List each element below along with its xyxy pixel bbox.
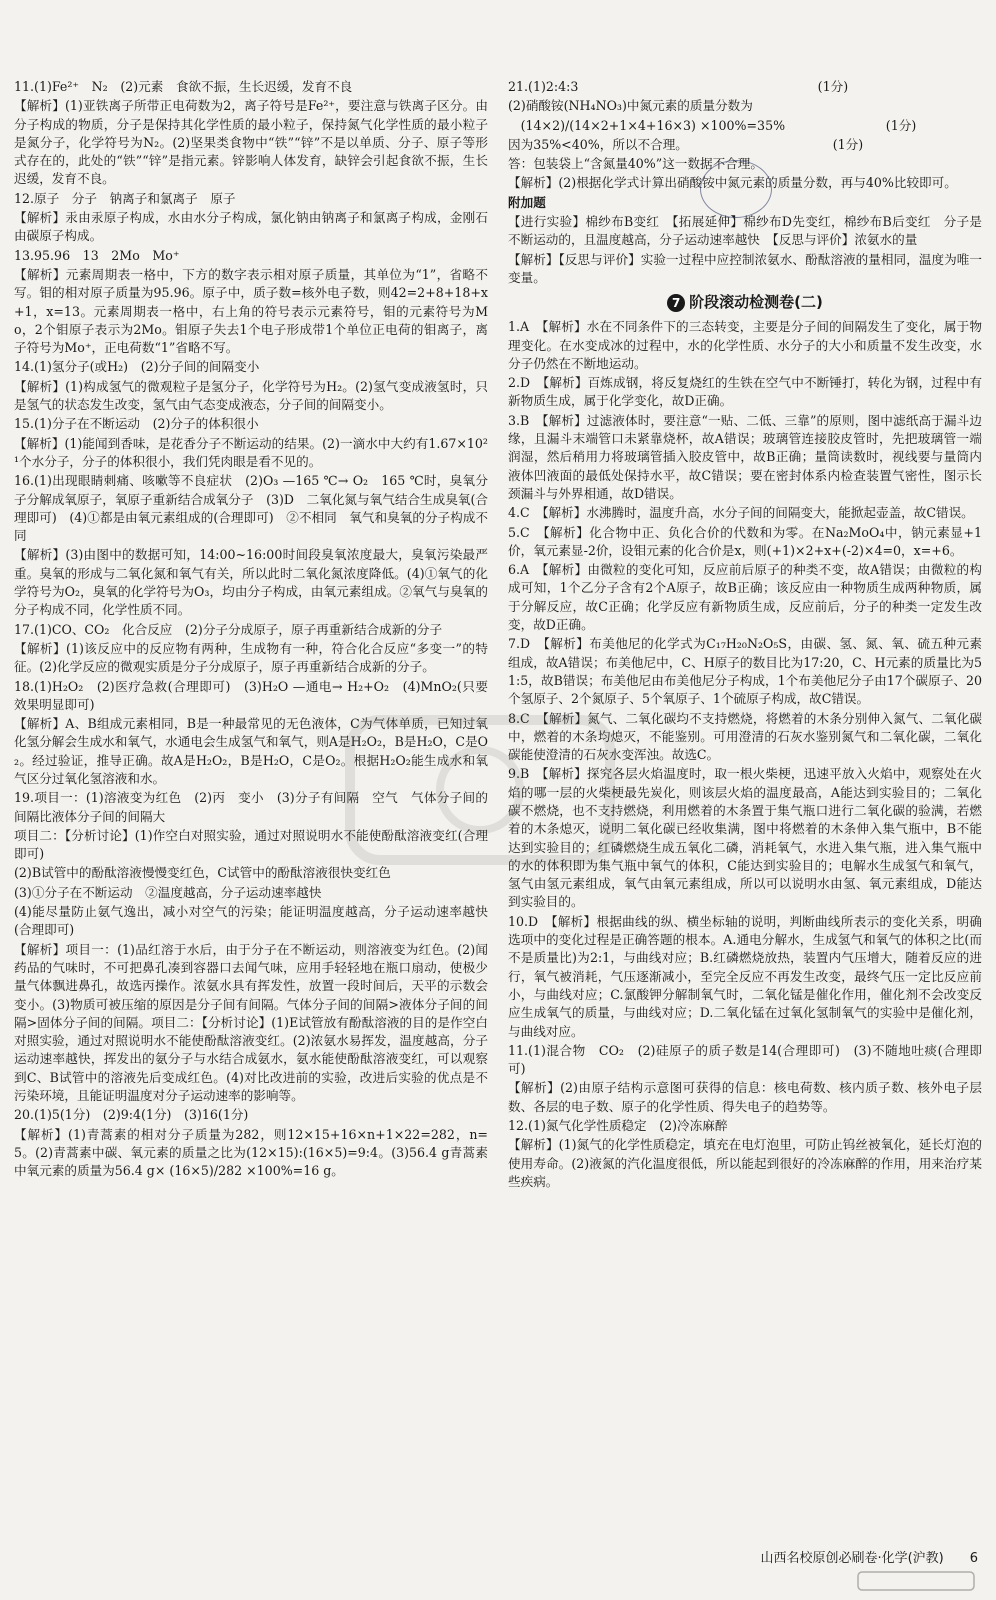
analysis-paragraph: 【解析】(2)根据化学式计算出硝酸铵中氮元素的质量分数，再与40%比较即可。 (508, 175, 957, 191)
answer-line: (2)B试管中的酚酞溶液慢慢变红色，C试管中的酚酞溶液很快变红色 (14, 865, 391, 881)
answer-line: 19.项目一：(1)溶液变为红色 (2)丙 变小 (3)分子有间隔 空气 气体分子间的间隔比液体分子间的间隔大 (14, 790, 488, 824)
answer-line: 项目二：【分析讨论】(1)作空白对照实验，通过对照说明水不能使酚酞溶液变红(合理即可) (14, 827, 488, 862)
answer-line: 16.(1)出现眼睛刺痛、咳嗽等不良症状 (2)O₃ —165 ℃→ O₂ 165 ℃时，臭氧分子分解成氧原子，氧原子重新结合成氧分子 (3)D 二氧化氮与氧气结合生成臭氧(合理即可) (4)①都是由氧元素组成的(合理即可) ②不相同 氧气和臭氧的分子构成不同 (14, 473, 488, 544)
analysis-paragraph: 【解析】A、B组成元素相同，B是一种最常见的无色液体，C为气体单质，已知过氧化氢分解会生成水和氧气，水通电会生成氢气和氧气，则A是H₂O₂，B是H₂O，C是O₂。经过验证，推导正确。故A是H₂O₂，B是H₂O，C是O₂。根据H₂O₂能生成水和氧气区分过氧化氢溶液和水。 (14, 716, 488, 786)
left-column (14, 78, 488, 1182)
answer-line: 14.(1)氢分子(或H₂) (2)分子间的间隔变小 (14, 359, 260, 375)
section-title-text: 阶段滚动检测卷(二) (689, 293, 823, 312)
answer-line: 11.(1)Fe²⁺ N₂ (2)元素 食欲不振，生长迟缓，发育不良 (14, 79, 353, 94)
page-footer: 山西名校原创必刷卷·化学(沪教) 6 (760, 1551, 978, 1566)
analysis-paragraph: 【解析】(1)能闻到香味，是花香分子不断运动的结果。(2)一滴水中大约有1.67×10²¹个水分子，分子的体积很小，我们凭肉眼是看不见的。 (14, 435, 488, 469)
answer-line: 21.(1)2:4:3 (1分) (508, 79, 849, 94)
rolling-test-answers (508, 318, 982, 1191)
answer-line: 15.(1)分子在不断运动 (2)分子的体积很小 (14, 416, 259, 432)
answer-line: 2.D 【解析】百炼成钢，将反复烧红的生铁在空气中不断锤打，转化为钢，过程中有新物质生成，属于化学变化，故D正确。 (508, 375, 982, 409)
answer-line: (4)能尽量防止氨气逸出，减小对空气的污染；能证明温度越高，分子运动速率越快(合理即可) (14, 904, 488, 938)
answer-line: 答：包装袋上“含氮量40%”这一数据不合理。 (508, 156, 763, 172)
appendix-block (508, 213, 982, 287)
analysis-paragraph: 【解析】(1)青蒿素的相对分子质量为282，则12×15+16×n+1×22=282，n=5。(2)青蒿素中碳、氧元素的质量之比为(12×15):(16×5)=9:4。(3)56.4 g青蒿素中氧元素的质量为56.4 g× (16×5)/282 ×100%=16 g。 (14, 1126, 488, 1179)
answer-line: 12.(1)氮气化学性质稳定 (2)冷冻麻醉 (508, 1118, 728, 1134)
section-number-badge: 7 (667, 294, 685, 312)
answer-line: 3.B 【解析】过滤液体时，要注意“一贴、二低、三靠”的原则，图中滤纸高于漏斗边缘，且漏斗末端管口未紧靠烧杯，故A错误；玻璃管连接胶皮管时，先把玻璃管一端润湿，然后稍用力将玻璃管插入胶皮管中，故B正确；量筒读数时，视线要与量筒内液体凹液面的最低处保持水平，故C错误；要在密封体系内检查装置气密性，图示长颈漏斗与外界相通，故D错误。 (508, 412, 982, 501)
analysis-paragraph: 【解析】【反思与评价】实验一过程中应控制浓氨水、酚酞溶液的量相同，温度为唯一变量。 (508, 251, 982, 285)
answer-line: 17.(1)CO、CO₂ 化合反应 (2)分子分成原子，原子再重新结合成新的分子 (14, 621, 443, 637)
answer-line: 6.A 【解析】由微粒的变化可知，反应前后原子的种类不变，故A错误；由微粒的构成可知，1个乙分子含有2个A原子，故B正确；该反应由一种物质生成两种物质，属于分解反应，故C正确；化学反应有新物质生成，反应前后，分子的种类一定发生改变，故D正确。 (508, 562, 982, 633)
analysis-paragraph: 【解析】(1)氮气的化学性质稳定，填充在电灯泡里，可防止钨丝被氧化，延长灯泡的使用寿命。(2)液氮的汽化温度很低，所以能起到很好的冷冻麻醉的作用，用来治疗某些疾病。 (508, 1137, 982, 1189)
answer-line: 10.D 【解析】根据曲线的纵、横坐标轴的说明，判断曲线所表示的变化关系，明确选项中的变化过程是正确答题的根本。A.通电分解水，生成氢气和氧气的体积之比(而不是质量比)为2:1，与曲线对应；B.红磷燃烧放热，装置内气压增大，随着反应的进行，氧气被消耗，气压逐渐减小，至完全反应不再发生改变，最终气压一定比反应前小，与曲线对应；C.氯酸钾分解制氧气时，二氧化锰是催化作用，催化剂不会改变反应生成氧气的质量，与曲线对应；D.二氧化锰在过氧化氢制氧气的实验中是催化剂，与曲线对应。 (508, 913, 982, 1039)
analysis-paragraph: 【解析】项目一：(1)品红溶于水后，由于分子在不断运动，则溶液变为红色。(2)闻药品的气味时，不可把鼻孔凑到容器口去闻气味，应用手轻轻地在瓶口扇动，使极少量气体飘进鼻孔，故选丙操作。浓氨水具有挥发性，放置一段时间后，天平的示数会变小。(3)物质可被压缩的原因是分子间有间隔。气体分子间的间隔>液体分子间的间隔>固体分子间的间隔。项目二：【分析讨论】(1)E试管放有酚酞溶液的目的是作空白对照实验，通过对照说明水不能使酚酞溶液变红。(2)浓氨水易挥发，温度越高，分子运动速率越快，挥发出的氨分子与水结合成氨水，氨水能使酚酞溶液变红，可以观察到C、B试管中的溶液先后变成红色。(4)对比改进前的实验，改进后实验的优点是不污染环境，且能证明温度对分子运动速率的影响等。 (14, 941, 488, 1104)
analysis-paragraph: 【解析】(2)由原子结构示意图可获得的信息：核电荷数、核内质子数、核外电子层数、各层的电子数、原子的化学性质、得失电子的趋势等。 (508, 1080, 982, 1114)
answer-line: 9.B 【解析】探究各层火焰温度时，取一根火柴梗，迅速平放入火焰中，观察处在火焰的哪一层的火柴梗最先炭化，则该层火焰的温度最高，A能达到实验目的；二氧化碳不燃烧，也不支持燃烧，利用燃着的木条置于集气瓶口进行二氧化碳的验满，若燃着的木条熄灭，说明二氧化碳已经收集满，图中将燃着的木条伸入集气瓶中，B不能达到实验目的；红磷燃烧生成五氧化二磷，消耗氧气，水进入集气瓶，进入集气瓶中的水的体积即为集气瓶中氧气的体积，C能达到实验目的；电解水生成氢气和氧气，氢气由氢元素组成，氧气由氧元素组成，所以可以说明水由氢、氧元素组成，D能达到实验目的。 (508, 766, 982, 910)
right-column (508, 78, 982, 1192)
analysis-paragraph: 【进行实验】棉纱布B变红 【拓展延伸】棉纱布D先变红，棉纱布B后变红 分子是不断运动的，且温度越高，分子运动速率越快 【反思与评价】浓氨水的量 (508, 214, 982, 248)
answer-line: 18.(1)H₂O₂ (2)医疗急救(合理即可) (3)H₂O —通电→ H₂+O₂ (4)MnO₂(只要效果明显即可) (14, 678, 488, 712)
answer-line: (2)硝酸铵(NH₄NO₃)中氮元素的质量分数为 (508, 98, 753, 114)
analysis-paragraph: 【解析】(3)由图中的数据可知，14:00~16:00时间段臭氧浓度最大，臭氧污染最严重。臭氧的形成与二氧化氮和氧气有关，所以此时二氧化氮浓度降低。(4)①氧气的化学符号为O₂，臭氧的化学符号为O₃，均由分子构成，由氧元素组成。②氧气与臭氧的分子构成不同，化学性质不同。 (14, 547, 488, 618)
analysis-paragraph: 【解析】汞由汞原子构成，水由水分子构成，氯化钠由钠离子和氯离子构成，金刚石由碳原子构成。 (14, 210, 488, 244)
section-title (508, 293, 982, 312)
answer-line: (3)①分子在不断运动 ②温度越高，分子运动速率越快 (14, 884, 322, 900)
answer-line: 12.原子 分子 钠离子和氯离子 原子 (14, 190, 236, 206)
answer-line: 8.C 【解析】氮气、二氧化碳均不支持燃烧，将燃着的木条分别伸入氮气、二氧化碳中，燃着的木条均熄灭，不能鉴别。可用澄清的石灰水鉴别氮气和二氧化碳，二氧化碳能使澄清的石灰水变浑浊。故选C。 (508, 710, 982, 763)
answer-line: 因为35%<40%，所以不合理。 (1分) (508, 136, 864, 152)
analysis-paragraph: 【解析】(1)构成氢气的微观粒子是氢分子，化学符号为H₂。(2)氢气变成液氢时，只是氢气的状态发生改变，氢气由气态变成液态，分子间的间隔变小。 (14, 378, 488, 413)
appendix-title: 附加题 (508, 194, 546, 210)
corner-watermark-logo (856, 1568, 976, 1594)
answer-line: 5.C 【解析】化合物中正、负化合价的代数和为零。在Na₂MoO₄中，钠元素显+1价，氧元素显-2价，设钼元素的化合价是x，则(+1)×2+x+(-2)×4=0，x=+6。 (508, 524, 982, 558)
answer-line: 13.95.96 13 2Mo Mo⁺ (14, 247, 180, 263)
answer-line: 4.C 【解析】水沸腾时，温度升高，水分子间的间隔变大，能掀起壶盖，故C错误。 (508, 505, 974, 521)
answer-line: 1.A 【解析】水在不同条件下的三态转变，主要是分子间的间隔发生了变化，属于物理变化。在水变成冰的过程中，水的化学性质、水分子的大小和质量不发生改变，水分子仍然在不断地运动。 (508, 319, 982, 371)
answer-line: (14×2)/(14×2+1×4+16×3) ×100%=35% (1分) (508, 117, 917, 133)
answer-line: 20.(1)5(1分) (2)9:4(1分) (3)16(1分) (14, 1107, 249, 1123)
analysis-paragraph: 【解析】(1)该反应中的反应物有两种，生成物有一种，符合化合反应“多变一”的特征。(2)化学反应的微观实质是分子分成原子，原子再重新结合成新的分子。 (14, 640, 488, 675)
answer-line: 7.D 【解析】布美他尼的化学式为C₁₇H₂₀N₂O₅S，由碳、氢、氮、氧、硫五种元素组成，故A错误；布美他尼中，C、H原子的数目比为17:20，C、H元素的质量比为51:5，故B错误；布美他尼由布美他尼分子构成，1个布美他尼分子由17个碳原子、20个氢原子、2个氮原子、5个氧原子、1个硫原子构成，故C错误。 (508, 636, 982, 707)
handwritten-stamp (700, 160, 772, 218)
analysis-paragraph: 【解析】(1)亚铁离子所带正电荷数为2，离子符号是Fe²⁺，要注意与铁离子区分。由分子构成的物质，分子是保持其化学性质的最小粒子，保持氮气化学性质的最小粒子是氮分子，化学符号为N₂。(2)坚果类食物中“铁”“锌”不是以单质、分子、原子等形式存在的，此处的“铁”“锌”是指元素。锌影响人体发育，缺锌会引起食欲不振，生长迟缓，发育不良。 (14, 98, 488, 187)
answer-line: 11.(1)混合物 CO₂ (2)硅原子的质子数是14(合理即可) (3)不随地吐痰(合理即可) (508, 1042, 982, 1077)
analysis-paragraph: 【解析】元素周期表一格中，下方的数字表示相对原子质量，其单位为“1”，省略不写。钼的相对原子质量为95.96。原子中，质子数=核外电子数，则42=2+8+18+x+1，x=13。元素周期表一格中，右上角的符号表示元素符号，钼的元素符号为Mo，2个钼原子表示为2Mo。钼原子失去1个电子形成带1个单位正电荷的钼离子，离子符号为Mo⁺，正电荷数“1”省略不写。 (14, 266, 488, 356)
